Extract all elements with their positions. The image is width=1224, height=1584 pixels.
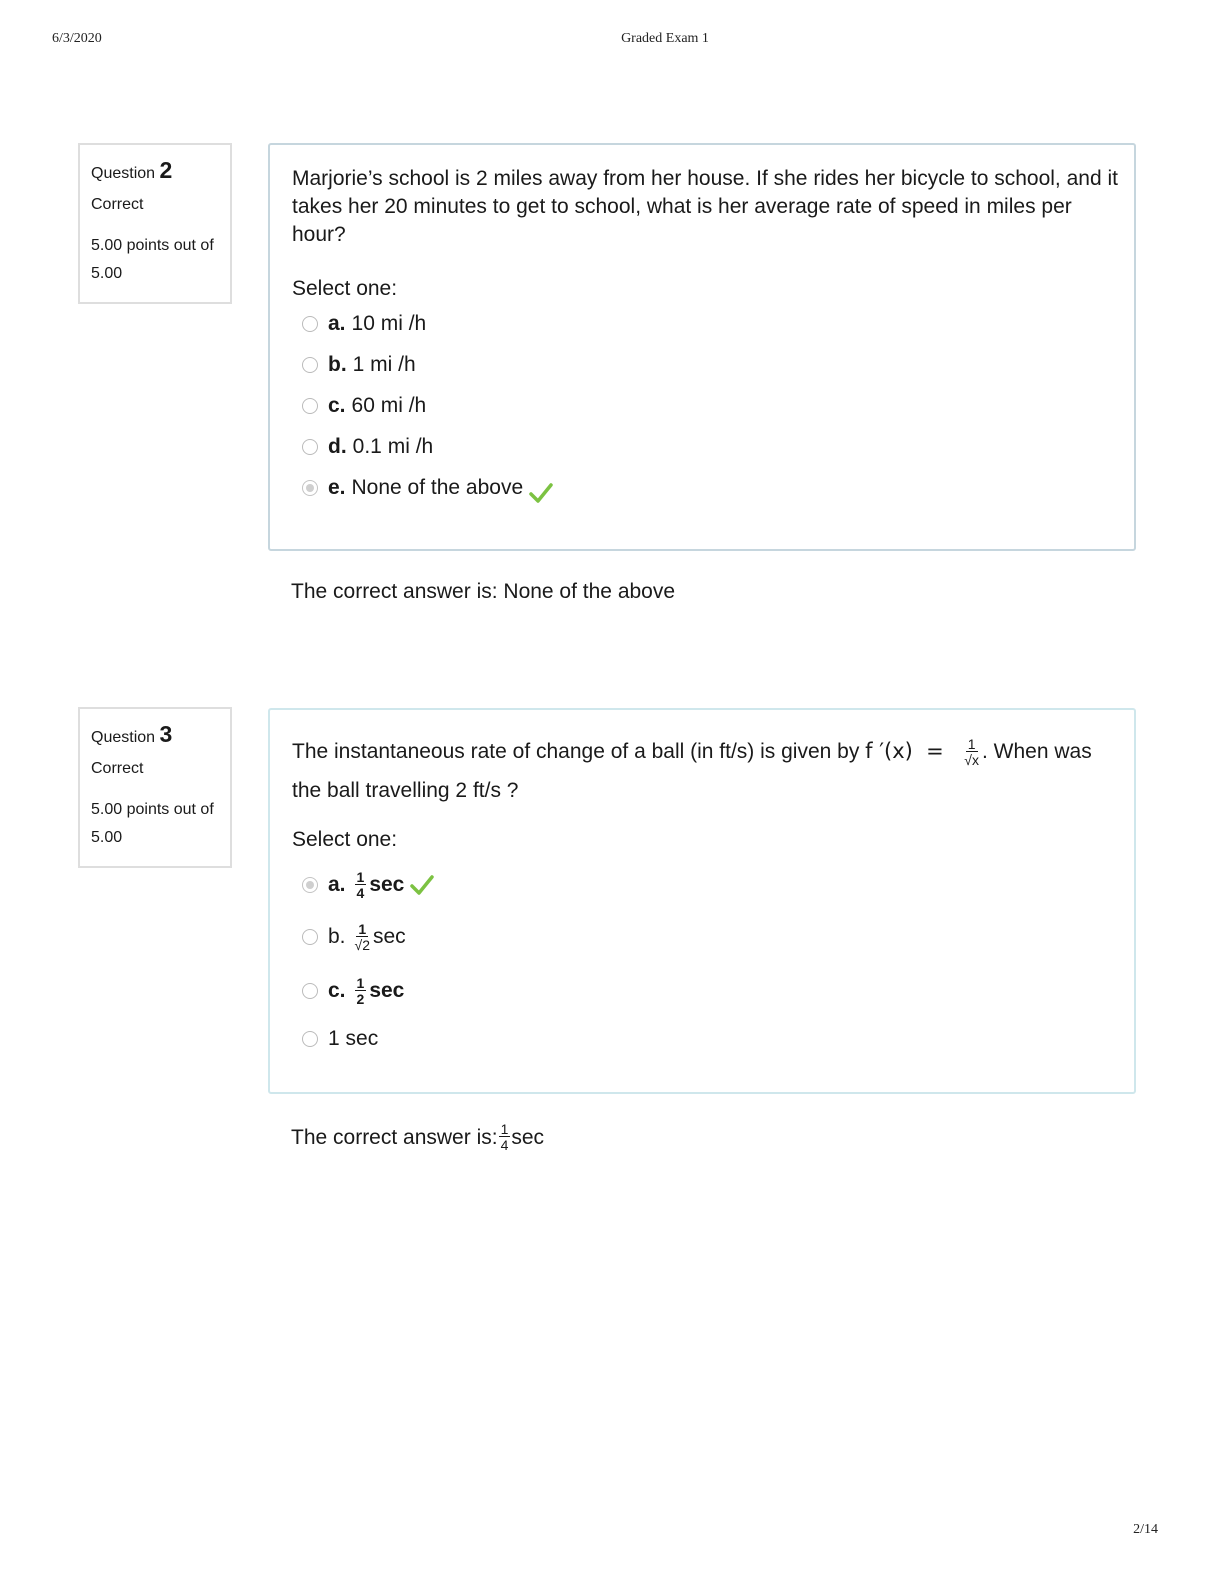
answer-option-d[interactable]	[302, 1018, 1124, 1060]
print-date: 6/3/2020	[52, 31, 102, 46]
correct-check-icon	[529, 482, 553, 504]
option-letter: d.	[328, 434, 347, 458]
option-fraction	[355, 870, 367, 900]
feedback-prefix: The correct answer is:	[291, 1126, 498, 1149]
answer-option-a[interactable]	[302, 860, 1124, 910]
radio-button-selected[interactable]	[302, 480, 318, 496]
fraction-denominator: 4	[356, 885, 365, 901]
correct-check-icon	[410, 874, 434, 896]
question-info-3	[78, 707, 232, 868]
question-grade: 5.00 points out of 5.00	[91, 801, 214, 846]
fraction-numerator: 1	[500, 1121, 509, 1137]
option-letter: c.	[328, 393, 346, 417]
option-letter: b.	[328, 352, 347, 376]
option-fraction	[355, 976, 367, 1006]
fraction-numerator: 1	[356, 869, 365, 885]
question-number: 3	[159, 721, 173, 747]
fraction-denominator: 2	[356, 991, 365, 1007]
answer-option-d[interactable]	[302, 426, 1124, 467]
radio-button[interactable]	[302, 929, 318, 945]
answer-options	[292, 860, 1124, 1060]
radio-button[interactable]	[302, 1031, 318, 1047]
radio-button[interactable]	[302, 983, 318, 999]
option-text: 0.1 mi /h	[352, 434, 434, 458]
radio-button[interactable]	[302, 398, 318, 414]
radio-button[interactable]	[302, 316, 318, 332]
question-label-text: Question	[91, 729, 156, 746]
question-text: Marjorie’s school is 2 miles away from her house. If she rides her bicycle to school, and it takes her 20 minutes to get to school, what is her average rate of speed in miles per hour?	[292, 167, 1118, 246]
option-letter: c.	[328, 979, 346, 1002]
function-expression: f ′(x) =	[865, 739, 944, 763]
question-text	[292, 730, 1124, 810]
answer-option-c[interactable]	[302, 964, 1124, 1018]
fraction-denominator: 4	[500, 1137, 509, 1153]
fraction-numerator: 1	[356, 975, 365, 991]
page-number: 2/14	[1133, 1522, 1158, 1537]
question-state: Correct	[91, 760, 144, 777]
question-info-2	[78, 143, 232, 304]
option-unit: sec	[369, 873, 405, 896]
option-text: None of the above	[351, 475, 524, 499]
radio-button[interactable]	[302, 439, 318, 455]
option-letter: b.	[328, 925, 346, 948]
answer-option-b[interactable]	[302, 910, 1124, 964]
option-letter: a.	[328, 873, 346, 896]
select-one-prompt: Select one:	[292, 828, 398, 851]
answer-option-c[interactable]	[302, 385, 1124, 426]
option-unit: sec	[373, 925, 406, 948]
option-text: 10 mi /h	[351, 311, 427, 335]
fraction-denominator: √2	[354, 937, 370, 953]
answer-options	[292, 303, 1124, 508]
radio-button-selected[interactable]	[302, 877, 318, 893]
feedback-fraction	[499, 1122, 511, 1152]
question-state: Correct	[91, 196, 144, 213]
question-label	[91, 157, 220, 184]
option-text: 1 mi /h	[352, 352, 416, 376]
answer-option-a[interactable]	[302, 303, 1124, 344]
select-one-prompt: Select one:	[292, 277, 398, 300]
option-text: 1 sec	[328, 1027, 379, 1050]
option-fraction	[355, 922, 370, 952]
option-letter: a.	[328, 311, 346, 335]
option-letter: e.	[328, 475, 346, 499]
question-label-text: Question	[91, 165, 156, 182]
option-unit: sec	[369, 979, 405, 1002]
feedback-unit: sec	[511, 1126, 545, 1149]
correct-answer-feedback	[291, 1122, 544, 1152]
formula-denominator: √x	[964, 752, 979, 769]
page-title: Graded Exam 1	[621, 31, 709, 46]
answer-option-b[interactable]	[302, 344, 1124, 385]
fraction-numerator: 1	[358, 921, 367, 937]
question-label	[91, 721, 220, 748]
formula-numerator: 1	[967, 736, 976, 753]
correct-answer-feedback: The correct answer is: None of the above	[291, 580, 676, 603]
formula-fraction	[964, 737, 979, 767]
question-text-before: The instantaneous rate of change of a ball (in ft/s) is given by	[292, 740, 866, 763]
question-text-after: . When was the ball travelling 2 ft/s ?	[292, 740, 1092, 802]
option-text: 60 mi /h	[351, 393, 427, 417]
answer-option-e[interactable]	[302, 467, 1124, 508]
question-content-3	[268, 708, 1136, 1094]
question-content-2	[268, 143, 1136, 551]
question-grade: 5.00 points out of 5.00	[91, 237, 214, 282]
question-number: 2	[159, 157, 173, 183]
radio-button[interactable]	[302, 357, 318, 373]
